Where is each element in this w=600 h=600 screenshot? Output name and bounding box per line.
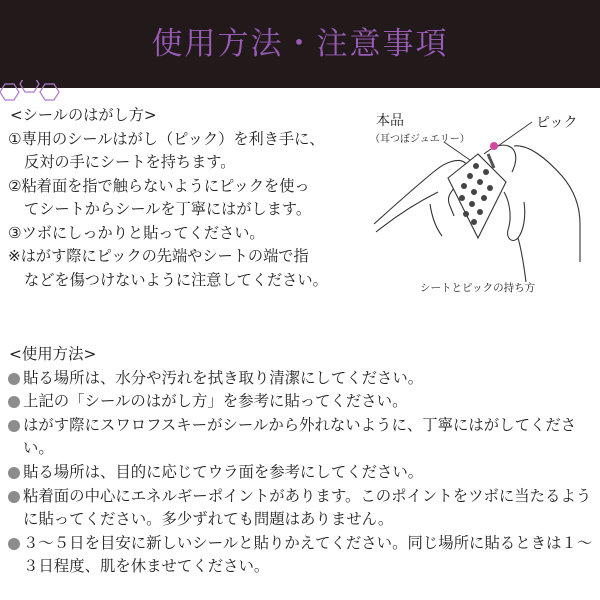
- peel-note-cont: などを傷つけないように注意してください。: [24, 270, 328, 289]
- usage-item: [6, 485, 596, 532]
- peel-step-2-cont: てシートからシールを丁寧にはがします。: [24, 200, 312, 218]
- usage-item-text: 粘着面の中心にエネルギーポイントがあります。このポイントをツボに当たるように貼ってください。多少ずれても問題はありません。: [23, 486, 592, 529]
- peel-step-3: ③ツボにしっかりと貼ってください。: [8, 223, 265, 242]
- bullet-icon: [8, 538, 20, 550]
- header-banner: [0, 0, 600, 88]
- usage-item: [6, 390, 596, 414]
- peel-step-2: ②粘着面を指で触らないようにピックを使っ: [8, 176, 310, 195]
- peel-heading: <シールのはがし方>: [10, 106, 157, 124]
- usage-item: [6, 367, 596, 391]
- bullet-icon: [8, 467, 20, 479]
- usage-item-text: ３～５日を目安に新しいシールと貼りかえてください。同じ場所に貼るときは１～３日程度、肌を休ませてください。: [23, 533, 593, 576]
- usage-item-text: 貼る場所は、水分や汚れを拭き取り清潔にしてください。: [23, 368, 424, 387]
- usage-item: [6, 461, 596, 485]
- bullet-icon: [8, 373, 20, 385]
- label-pick: ピック: [536, 115, 578, 131]
- usage-section: [6, 343, 596, 579]
- peel-step-1-cont: 反対の手にシートを持ちます。: [24, 153, 236, 171]
- illustration-caption: シートとピックの持ち方: [420, 282, 536, 294]
- peel-note: ※はがす際にピックの先端やシートの端で指: [8, 247, 309, 265]
- page-title: 使用方法・注意事項: [151, 25, 449, 62]
- usage-item-text: はがす際にスワロフスキーがシールから外れないように、丁寧にはがしてください。: [23, 415, 577, 458]
- bullet-icon: [8, 396, 20, 408]
- hexagon-decoration: [0, 80, 80, 106]
- bullet-icon: [8, 420, 20, 432]
- bullet-icon: [8, 491, 20, 503]
- peeling-instructions: [8, 104, 363, 292]
- usage-item: [6, 532, 596, 579]
- label-product-sub: （耳つぼジュエリー）: [370, 134, 470, 145]
- usage-heading: <使用方法>: [9, 345, 97, 363]
- holding-illustration: [366, 106, 596, 296]
- pick-tip: [490, 142, 498, 150]
- usage-item: [6, 414, 596, 461]
- usage-item-text: 貼る場所は、目的に応じてウラ面を参考にしてください。: [23, 462, 424, 481]
- label-product: 本品: [376, 113, 404, 129]
- usage-item-text: 上記の「シールのはがし方」を参考に貼ってください。: [23, 392, 408, 411]
- peel-step-1: ①専用のシールはがし（ピック）を利き手に、: [8, 129, 325, 148]
